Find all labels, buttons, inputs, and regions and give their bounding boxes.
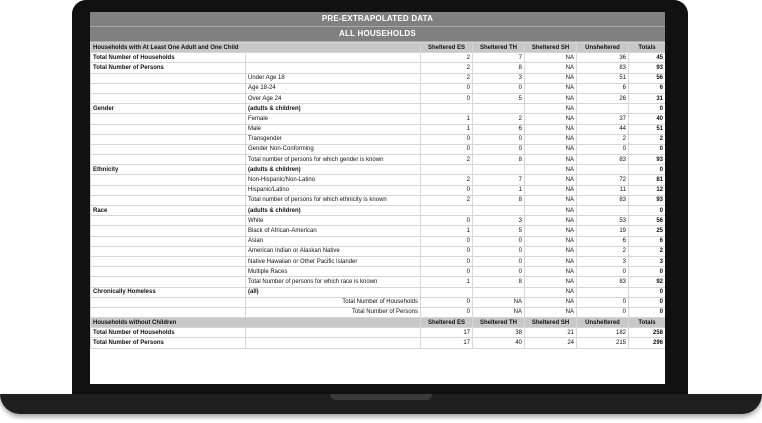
value-cell[interactable]: 44 — [577, 124, 629, 134]
value-cell[interactable]: 0 — [577, 144, 629, 154]
data-table — [90, 42, 665, 349]
value-cell[interactable] — [473, 165, 525, 175]
table-row — [91, 93, 666, 103]
row-subcategory-cell[interactable]: Gender Non-Conforming — [246, 144, 421, 154]
value-cell[interactable]: 0 — [473, 236, 525, 246]
table-body — [91, 43, 666, 349]
value-cell[interactable]: NA — [525, 155, 577, 165]
value-cell[interactable]: 83 — [577, 195, 629, 205]
table-row — [91, 236, 666, 246]
row-category-cell[interactable] — [91, 267, 246, 277]
value-cell[interactable] — [577, 165, 629, 175]
column-header[interactable]: Sheltered ES — [421, 318, 473, 328]
value-cell[interactable]: 56 — [629, 216, 666, 226]
value-cell[interactable]: 1 — [421, 114, 473, 124]
value-cell[interactable]: 40 — [629, 114, 666, 124]
value-cell[interactable]: 2 — [629, 134, 666, 144]
value-cell[interactable]: 0 — [421, 216, 473, 226]
value-cell[interactable]: 36 — [577, 53, 629, 63]
value-cell[interactable]: NA — [525, 83, 577, 93]
table-row — [91, 307, 666, 317]
value-cell[interactable]: NA — [525, 124, 577, 134]
value-cell[interactable]: 8 — [473, 277, 525, 287]
row-category-cell[interactable] — [91, 256, 246, 266]
value-cell[interactable]: 11 — [577, 185, 629, 195]
value-cell[interactable]: 0 — [629, 206, 666, 216]
value-cell[interactable]: 83 — [577, 63, 629, 73]
value-cell[interactable] — [577, 206, 629, 216]
row-subcategory-cell[interactable]: Transgender — [246, 134, 421, 144]
value-cell[interactable]: 40 — [473, 338, 525, 348]
row-subcategory-cell[interactable]: Total number of persons for which ethnicity is known — [246, 195, 421, 205]
value-cell[interactable]: 3 — [629, 256, 666, 266]
row-category-cell[interactable]: Total Number of Households — [91, 53, 246, 63]
value-cell[interactable]: 93 — [629, 155, 666, 165]
row-category-cell[interactable]: Gender — [91, 104, 246, 114]
row-subcategory-cell[interactable] — [246, 53, 421, 63]
row-subcategory-cell[interactable]: (all) — [246, 287, 421, 297]
column-header[interactable]: Sheltered TH — [473, 318, 525, 328]
value-cell[interactable]: NA — [473, 307, 525, 317]
row-subcategory-cell[interactable]: Native Hawaiian or Other Pacific Islander — [246, 256, 421, 266]
spreadsheet-screen — [90, 12, 665, 384]
value-cell[interactable]: 6 — [577, 83, 629, 93]
value-cell[interactable]: 0 — [629, 307, 666, 317]
column-header[interactable]: Unsheltered — [577, 318, 629, 328]
column-header[interactable]: Sheltered SH — [525, 43, 577, 53]
row-category-cell[interactable] — [91, 93, 246, 103]
value-cell[interactable]: 93 — [629, 195, 666, 205]
table-row — [91, 206, 666, 216]
value-cell[interactable]: NA — [525, 236, 577, 246]
value-cell[interactable]: 72 — [577, 175, 629, 185]
value-cell[interactable]: 12 — [629, 185, 666, 195]
value-cell[interactable]: NA — [525, 297, 577, 307]
table-row — [91, 63, 666, 73]
table-row — [91, 195, 666, 205]
row-category-cell[interactable] — [91, 226, 246, 236]
row-subcategory-cell[interactable]: Total Number of persons for which race is known — [246, 277, 421, 287]
value-cell[interactable]: 1 — [421, 226, 473, 236]
value-cell[interactable]: NA — [525, 226, 577, 236]
row-category-cell[interactable] — [91, 175, 246, 185]
row-category-cell[interactable] — [91, 195, 246, 205]
row-subcategory-cell[interactable]: Asian — [246, 236, 421, 246]
row-category-cell[interactable] — [91, 124, 246, 134]
value-cell[interactable]: 0 — [473, 267, 525, 277]
value-cell[interactable]: 0 — [577, 307, 629, 317]
row-subcategory-cell[interactable]: Age 18-24 — [246, 83, 421, 93]
row-subcategory-cell[interactable]: Under Age 18 — [246, 73, 421, 83]
value-cell[interactable]: 3 — [577, 256, 629, 266]
table-row — [91, 124, 666, 134]
row-category-cell[interactable] — [91, 297, 246, 307]
value-cell[interactable]: 0 — [629, 297, 666, 307]
value-cell[interactable]: 51 — [629, 124, 666, 134]
value-cell[interactable]: 6 — [577, 236, 629, 246]
report-title: PRE-EXTRAPOLATED DATA — [90, 12, 665, 27]
row-category-cell[interactable] — [91, 134, 246, 144]
value-cell[interactable]: 296 — [629, 338, 666, 348]
value-cell[interactable]: 0 — [421, 307, 473, 317]
value-cell[interactable]: NA — [525, 93, 577, 103]
value-cell[interactable]: 2 — [421, 155, 473, 165]
table-row — [91, 53, 666, 63]
report-subtitle: ALL HOUSEHOLDS — [90, 27, 665, 42]
value-cell[interactable]: 5 — [473, 226, 525, 236]
value-cell[interactable]: NA — [525, 216, 577, 226]
table-row — [91, 287, 666, 297]
row-subcategory-cell[interactable]: Multiple Races — [246, 267, 421, 277]
value-cell[interactable]: 0 — [629, 287, 666, 297]
value-cell[interactable]: 0 — [421, 83, 473, 93]
value-cell[interactable]: 6 — [629, 83, 666, 93]
value-cell[interactable]: NA — [525, 256, 577, 266]
row-category-cell[interactable]: Total Number of Persons — [91, 63, 246, 73]
row-category-cell[interactable] — [91, 216, 246, 226]
value-cell[interactable]: 2 — [421, 63, 473, 73]
value-cell[interactable]: 93 — [629, 63, 666, 73]
table-row — [91, 246, 666, 256]
value-cell[interactable]: 0 — [473, 246, 525, 256]
value-cell[interactable]: 7 — [473, 53, 525, 63]
row-category-cell[interactable] — [91, 277, 246, 287]
value-cell[interactable]: 0 — [577, 297, 629, 307]
row-subcategory-cell[interactable]: Non-Hispanic/Non-Latino — [246, 175, 421, 185]
value-cell[interactable]: 7 — [473, 175, 525, 185]
row-subcategory-cell[interactable]: Total number of persons for which gender is known — [246, 155, 421, 165]
value-cell[interactable]: 2 — [421, 175, 473, 185]
section-header-row — [91, 43, 666, 53]
value-cell[interactable]: 0 — [421, 297, 473, 307]
value-cell[interactable]: NA — [525, 246, 577, 256]
value-cell[interactable]: 2 — [421, 73, 473, 83]
table-row — [91, 104, 666, 114]
value-cell[interactable]: NA — [525, 114, 577, 124]
table-row — [91, 297, 666, 307]
value-cell[interactable]: 31 — [629, 93, 666, 103]
value-cell[interactable]: 2 — [577, 134, 629, 144]
table-row — [91, 277, 666, 287]
value-cell[interactable]: NA — [525, 206, 577, 216]
value-cell[interactable]: NA — [525, 307, 577, 317]
value-cell[interactable]: 25 — [629, 226, 666, 236]
value-cell[interactable]: 19 — [577, 226, 629, 236]
table-row — [91, 267, 666, 277]
row-category-cell[interactable] — [91, 307, 246, 317]
row-subcategory-cell[interactable]: (adults & children) — [246, 104, 421, 114]
value-cell[interactable] — [473, 206, 525, 216]
section-label[interactable]: Households with At Least One Adult and One Child — [91, 43, 421, 53]
table-row — [91, 216, 666, 226]
table-row — [91, 155, 666, 165]
row-category-cell[interactable] — [91, 144, 246, 154]
row-category-cell[interactable]: Total Number of Persons — [91, 338, 246, 348]
value-cell[interactable]: 0 — [629, 104, 666, 114]
value-cell[interactable]: 0 — [473, 134, 525, 144]
table-row — [91, 73, 666, 83]
value-cell[interactable]: NA — [525, 73, 577, 83]
table-row — [91, 185, 666, 195]
value-cell[interactable]: 0 — [421, 256, 473, 266]
laptop-hinge-notch — [330, 394, 432, 400]
value-cell[interactable]: 38 — [473, 328, 525, 338]
value-cell[interactable]: 0 — [421, 134, 473, 144]
section-label[interactable]: Households without Children — [91, 318, 421, 328]
table-row — [91, 83, 666, 93]
column-header[interactable]: Unsheltered — [577, 43, 629, 53]
value-cell[interactable]: NA — [525, 185, 577, 195]
value-cell[interactable]: 0 — [421, 246, 473, 256]
row-category-cell[interactable] — [91, 114, 246, 124]
row-category-cell[interactable] — [91, 246, 246, 256]
value-cell[interactable]: 2 — [421, 53, 473, 63]
value-cell[interactable]: 6 — [473, 124, 525, 134]
row-subcategory-cell[interactable]: Male — [246, 124, 421, 134]
value-cell[interactable]: 0 — [421, 236, 473, 246]
value-cell[interactable] — [421, 165, 473, 175]
value-cell[interactable] — [473, 287, 525, 297]
value-cell[interactable]: 81 — [629, 175, 666, 185]
value-cell[interactable]: 0 — [629, 144, 666, 154]
value-cell[interactable]: 17 — [421, 328, 473, 338]
value-cell[interactable]: 2 — [421, 195, 473, 205]
column-header[interactable]: Totals — [629, 43, 666, 53]
column-header[interactable]: Totals — [629, 318, 666, 328]
value-cell[interactable]: NA — [525, 287, 577, 297]
row-subcategory-cell[interactable]: Total Number of Persons — [246, 307, 421, 317]
row-category-cell[interactable]: Race — [91, 206, 246, 216]
row-subcategory-cell[interactable] — [246, 338, 421, 348]
value-cell[interactable]: 83 — [577, 155, 629, 165]
value-cell[interactable]: 0 — [421, 185, 473, 195]
row-category-cell[interactable] — [91, 73, 246, 83]
value-cell[interactable]: 8 — [473, 195, 525, 205]
table-row — [91, 226, 666, 236]
row-subcategory-cell[interactable] — [246, 63, 421, 73]
value-cell[interactable]: 0 — [473, 256, 525, 266]
value-cell[interactable] — [421, 104, 473, 114]
row-subcategory-cell[interactable]: (adults & children) — [246, 165, 421, 175]
value-cell[interactable]: 1 — [473, 185, 525, 195]
row-category-cell[interactable] — [91, 83, 246, 93]
table-row — [91, 256, 666, 266]
row-category-cell[interactable] — [91, 185, 246, 195]
value-cell[interactable]: NA — [525, 175, 577, 185]
value-cell[interactable]: 5 — [473, 93, 525, 103]
value-cell[interactable]: 3 — [473, 73, 525, 83]
column-header[interactable]: Sheltered ES — [421, 43, 473, 53]
row-subcategory-cell[interactable] — [246, 328, 421, 338]
value-cell[interactable]: NA — [525, 144, 577, 154]
value-cell[interactable]: 56 — [629, 73, 666, 83]
value-cell[interactable]: NA — [525, 195, 577, 205]
value-cell[interactable]: 6 — [629, 236, 666, 246]
value-cell[interactable] — [473, 104, 525, 114]
value-cell[interactable] — [577, 104, 629, 114]
table-row — [91, 338, 666, 348]
value-cell[interactable]: NA — [525, 63, 577, 73]
row-subcategory-cell[interactable]: Female — [246, 114, 421, 124]
value-cell[interactable]: 3 — [473, 216, 525, 226]
row-subcategory-cell[interactable]: White — [246, 216, 421, 226]
value-cell[interactable]: 0 — [577, 267, 629, 277]
value-cell[interactable]: 51 — [577, 73, 629, 83]
value-cell[interactable]: 2 — [629, 246, 666, 256]
row-subcategory-cell[interactable]: American Indian or Alaskan Native — [246, 246, 421, 256]
value-cell[interactable] — [421, 206, 473, 216]
value-cell[interactable]: 37 — [577, 114, 629, 124]
row-subcategory-cell[interactable]: Black of African-American — [246, 226, 421, 236]
value-cell[interactable]: 0 — [421, 144, 473, 154]
value-cell[interactable]: 1 — [421, 277, 473, 287]
value-cell[interactable]: 215 — [577, 338, 629, 348]
table-row — [91, 144, 666, 154]
value-cell[interactable] — [577, 287, 629, 297]
value-cell[interactable]: 53 — [577, 216, 629, 226]
row-subcategory-cell[interactable]: Hispanic/Latino — [246, 185, 421, 195]
value-cell[interactable]: 0 — [629, 267, 666, 277]
table-row — [91, 175, 666, 185]
value-cell[interactable]: 0 — [421, 93, 473, 103]
table-row — [91, 114, 666, 124]
value-cell[interactable]: 8 — [473, 63, 525, 73]
value-cell[interactable] — [421, 287, 473, 297]
value-cell[interactable]: 26 — [577, 93, 629, 103]
value-cell[interactable]: 0 — [629, 165, 666, 175]
value-cell[interactable]: NA — [525, 104, 577, 114]
row-subcategory-cell[interactable]: Over Age 24 — [246, 93, 421, 103]
table-row — [91, 328, 666, 338]
value-cell[interactable]: NA — [525, 165, 577, 175]
row-category-cell[interactable]: Total Number of Households — [91, 328, 246, 338]
value-cell[interactable]: 24 — [525, 338, 577, 348]
value-cell[interactable]: 0 — [421, 267, 473, 277]
column-header[interactable]: Sheltered SH — [525, 318, 577, 328]
row-subcategory-cell[interactable]: (adults & children) — [246, 206, 421, 216]
value-cell[interactable]: 0 — [473, 144, 525, 154]
value-cell[interactable]: 17 — [421, 338, 473, 348]
table-row — [91, 134, 666, 144]
value-cell[interactable]: 21 — [525, 328, 577, 338]
row-category-cell[interactable]: Chronically Homeless — [91, 287, 246, 297]
value-cell[interactable]: 83 — [577, 277, 629, 287]
column-header[interactable]: Sheltered TH — [473, 43, 525, 53]
value-cell[interactable]: 92 — [629, 277, 666, 287]
row-category-cell[interactable] — [91, 155, 246, 165]
value-cell[interactable]: 2 — [473, 114, 525, 124]
table-row — [91, 165, 666, 175]
row-category-cell[interactable] — [91, 236, 246, 246]
value-cell[interactable]: NA — [525, 277, 577, 287]
value-cell[interactable]: NA — [525, 53, 577, 63]
section-header-row — [91, 318, 666, 328]
value-cell[interactable]: 0 — [473, 83, 525, 93]
row-subcategory-cell[interactable]: Total Number of Households — [246, 297, 421, 307]
value-cell[interactable]: 8 — [473, 155, 525, 165]
value-cell[interactable]: 45 — [629, 53, 666, 63]
value-cell[interactable]: 258 — [629, 328, 666, 338]
value-cell[interactable]: NA — [525, 134, 577, 144]
value-cell[interactable]: 1 — [421, 124, 473, 134]
value-cell[interactable]: 2 — [577, 246, 629, 256]
value-cell[interactable]: NA — [473, 297, 525, 307]
value-cell[interactable]: 182 — [577, 328, 629, 338]
row-category-cell[interactable]: Ethnicity — [91, 165, 246, 175]
value-cell[interactable]: NA — [525, 267, 577, 277]
